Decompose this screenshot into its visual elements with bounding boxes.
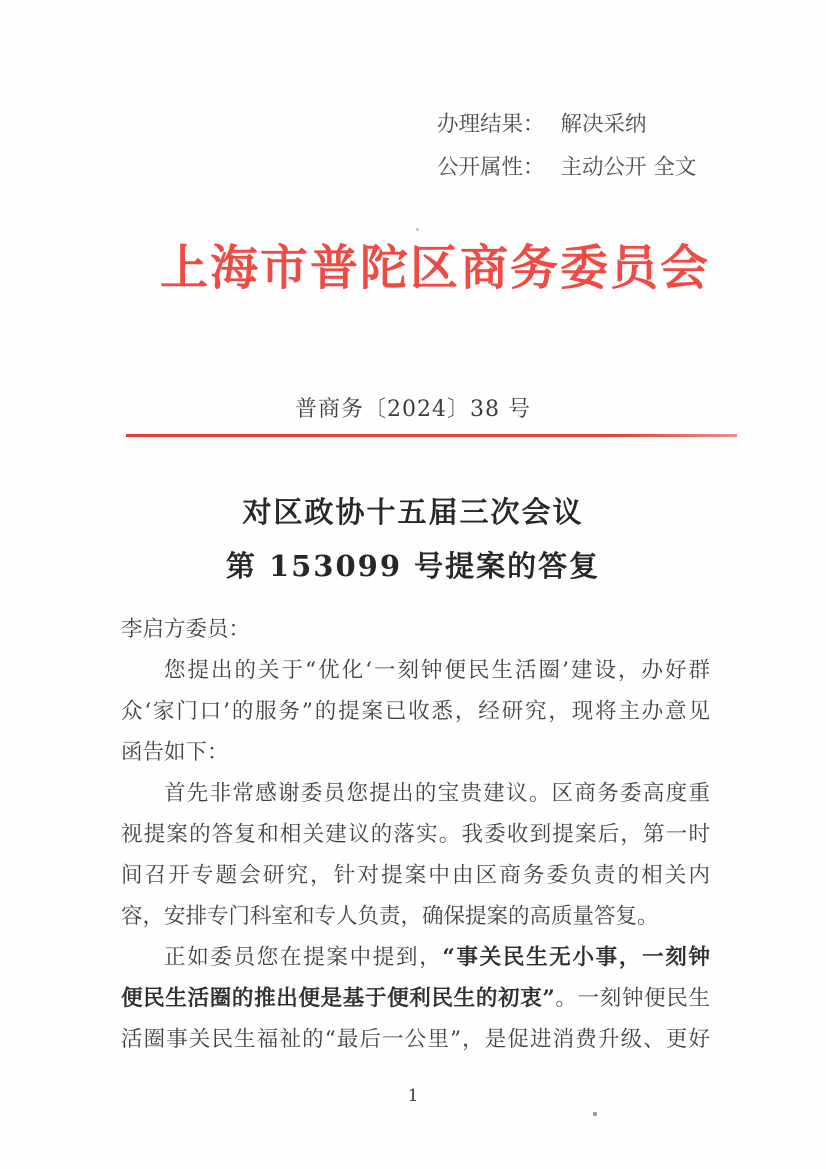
body-line: 视提案的答复和相关建议的落实。我委收到提案后，第一时 xyxy=(121,822,710,847)
scan-artifact xyxy=(593,1112,597,1116)
body-line: 间召开专题会研究，针对提案中由区商务委负责的相关内 xyxy=(121,863,710,888)
header-annotations xyxy=(437,103,696,189)
document-title xyxy=(0,485,826,593)
document-body xyxy=(121,609,710,1060)
document-title-line2: 第 153099 号提案的答复 xyxy=(225,549,601,583)
body-line: 便民生活圈的推出便是基于便利民生的初衷”。一刻钟便民生 xyxy=(121,986,710,1011)
result-label: 办理结果： xyxy=(437,112,545,137)
body-line: 众‘家门口’的服务”的提案已收悉，经研究，现将主办意见 xyxy=(121,699,710,724)
body-line: 正如委员您在提案中提到，“事关民生无小事，一刻钟 xyxy=(164,945,710,970)
scan-artifact xyxy=(416,228,419,231)
annotation-row-result xyxy=(437,103,696,146)
document-title-line1: 对区政协十五届三次会议 xyxy=(242,495,584,529)
bold-quote-segment: “事关民生无小事，一刻钟 xyxy=(442,945,710,970)
body-line: 首先非常感谢委员您提出的宝贵建议。区商务委高度重 xyxy=(164,781,710,806)
doc-number: 普商务〔2024〕38 号 xyxy=(295,397,531,422)
body-line: 容，安排专门科室和专人负责，确保提案的高质量答复。 xyxy=(121,904,659,929)
page-number: 1 xyxy=(407,1086,419,1106)
annotation-row-publicity xyxy=(437,146,696,189)
body-line: 您提出的关于“优化‘一刻钟便民生活圈’建设，办好群 xyxy=(164,658,710,683)
result-value: 解决采纳 xyxy=(560,112,647,137)
body-line-salutation: 李启方委员： xyxy=(121,617,251,642)
body-line: 函告如下： xyxy=(121,740,229,765)
body-line: 活圈事关民生福祉的“最后一公里”，是促进消费升级、更好 xyxy=(121,1027,710,1052)
red-separator-line xyxy=(126,434,737,437)
publicity-value: 主动公开 全文 xyxy=(560,155,697,180)
publicity-label: 公开属性： xyxy=(437,155,545,180)
org-name: 上海市普陀区商务委员会 xyxy=(160,240,711,296)
bold-quote-segment: 便民生活圈的推出便是基于便利民生的初衷” xyxy=(121,986,555,1011)
